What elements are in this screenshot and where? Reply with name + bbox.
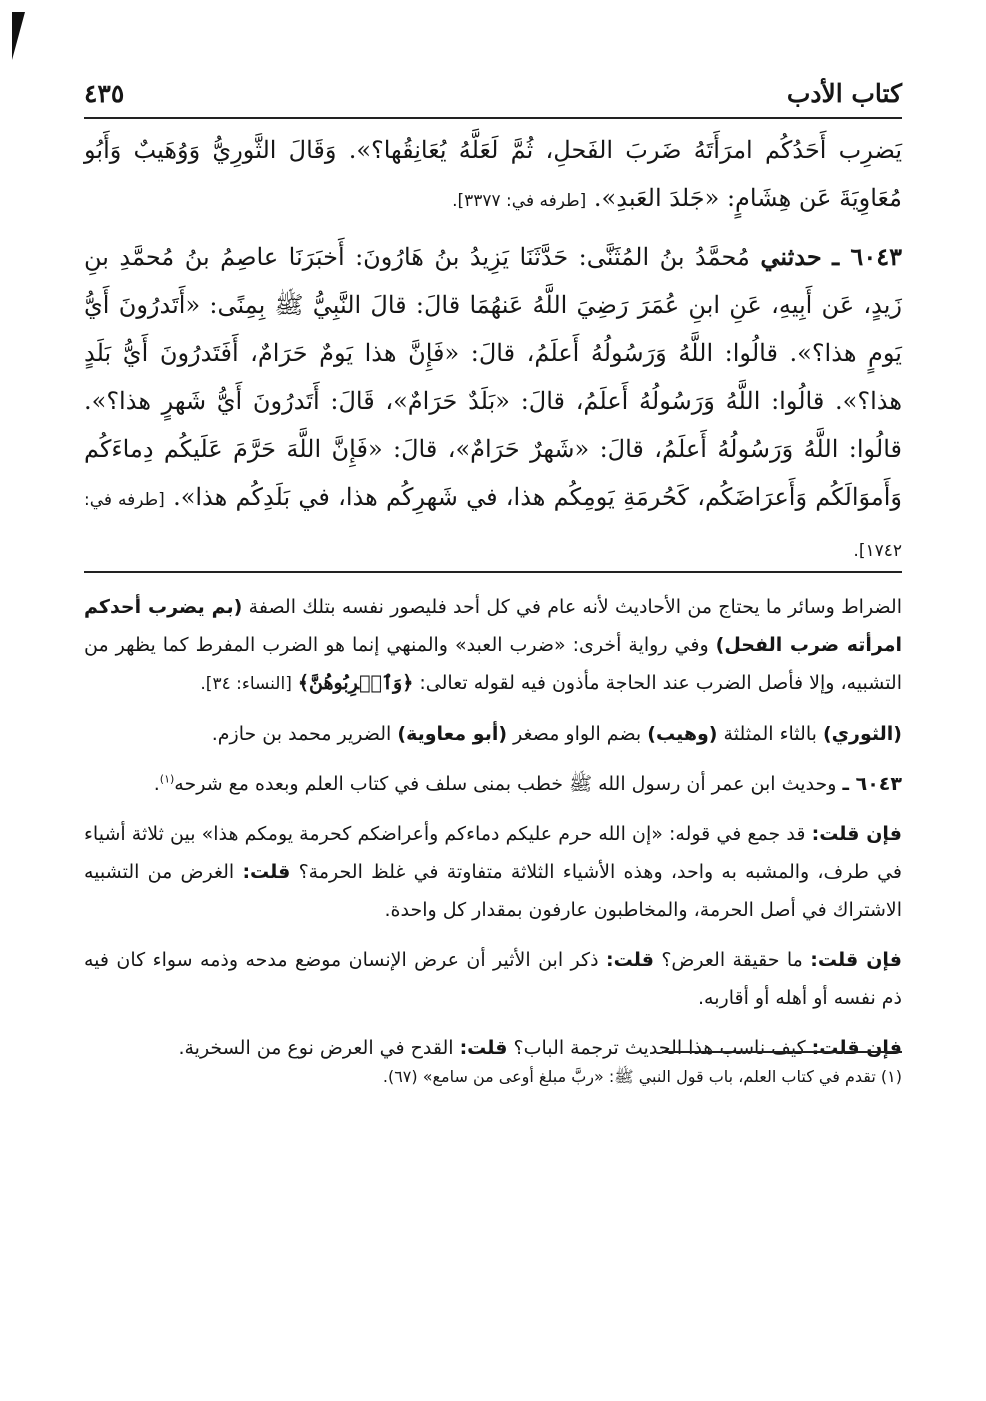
commentary-p1-c: وفي رواية أخرى: «ضرب العبد» والمنهي إنما هو الضرب المفرط كما يظهر من التشبيه، وإلا فأصل الضرب عند الحاجة مأذون فيه لقوله تعالى: (84, 634, 902, 694)
commentary-paragraph-3: ٦٠٤٣ ـ وحديث ابن عمر أن رسول الله ﷺ خطب بمنى سلف في كتاب العلم وبعده مع شرحه$^{(١)}$. (153, 772, 902, 795)
commentary-p6-a: فإن قلت: (811, 1037, 902, 1059)
commentary-p6-b: كيف ناسب هذا الحديث ترجمة الباب؟ (513, 1037, 806, 1059)
quran-verse: ﴿وَٱضۡرِبُوهُنَّ﴾ (297, 672, 414, 694)
commentary-p5-b: ما حقيقة العرض؟ (661, 949, 803, 971)
footnote-text: تقدم في كتاب العلم، باب قول النبي ﷺ: «ربَّ مبلغ أوعى من سامع» (٦٧). (382, 1067, 876, 1086)
commentary-paragraph-4 (84, 815, 902, 929)
quran-ref: [النساء: ٣٤]. (200, 674, 292, 694)
header-rule (84, 117, 902, 119)
hadith-p1-text: يَضرِب أَحَدُكُم امرَأَتَهُ ضَربَ الفَحلِ، ثُمَّ لَعَلَّهُ يُعَانِقُها؟». وَقَالَ الثَّورِيُّ وَوُهَيبٌ وَأَبُو مُعَاوِيَةَ عَن هِشَامٍ: «جَلدَ العَبدِ». (84, 136, 902, 212)
commentary-p2-a: (الثوري) (822, 723, 902, 745)
commentary-p3-text: وحديث ابن عمر أن رسول الله ﷺ خطب بمنى سلف في كتاب العلم وبعده مع شرحه (174, 773, 837, 795)
commentary-p2-e: (أبو معاوية) (397, 723, 508, 745)
hadith-paragraph-2 (84, 233, 902, 575)
commentary-p5-c: قلت: (605, 949, 654, 971)
commentary-p4-d: الغرض من التشبيه الاشتراك في أصل الحرمة، والمخاطبون عارفون بمقدار كل واحدة. (84, 861, 902, 921)
commentary-paragraph-2 (84, 715, 902, 753)
commentary-text (84, 588, 902, 1067)
footnote-marker: (١) (159, 772, 175, 786)
commentary-p2-f: الضرير محمد بن حازم. (211, 723, 392, 745)
commentary-p2-c: (وهيب) (647, 723, 718, 745)
footnote (84, 1064, 902, 1090)
hadith-p1-ref: [طرفه في: ٣٣٧٧]. (452, 191, 587, 211)
footnote-rule (662, 1051, 902, 1053)
commentary-p6-d: القدح في العرض نوع من السخرية. (178, 1037, 454, 1059)
footnote-number: (١) (880, 1067, 902, 1086)
scan-corner-mark (12, 12, 29, 60)
page-number: ٤٣٥ (84, 79, 125, 108)
commentary-p1-a: الضراط وسائر ما يحتاج من الأحاديث لأنه عام في كل أحد فليصور نفسه بتلك الصفة (248, 596, 902, 618)
commentary-p6-c: قلت: (459, 1037, 508, 1059)
commentary-paragraph-5 (84, 941, 902, 1017)
hadith-p2-text: مُحمَّدُ بنُ المُثَنَّى: حَدَّثَنَا يَزِيدُ بنُ هَارُونَ: أَخبَرَنَا عاصِمُ بنُ مُحمَّدِ بنِ زَيدٍ، عَن أَبِيهِ، عَنِ ابنِ عُمَرَ رَضِيَ اللَّهُ عَنهُمَا قالَ: قالَ النَّبِيُّ ﷺ بِمِنًى: «أَتَدرُونَ أَيُّ يَومٍ هذا؟». قالُوا: اللَّهُ وَرَسُولُهُ أَعلَمُ، قالَ: «فَإِنَّ هذا يَومٌ حَرَامٌ، أَفَتَدرُونَ أَيُّ بَلَدٍ هذا؟». قالُوا: اللَّهُ وَرَسُولُهُ أَعلَمُ، قالَ: «بَلَدٌ حَرَامٌ»، قَالَ: أَتَدرُونَ أَيُّ شَهرٍ هذا؟». قالُوا: اللَّهُ وَرَسُولُهُ أَعلَمُ، قالَ: «شَهرٌ حَرَامٌ»، قالَ: «فَإِنَّ اللَّهَ حَرَّمَ عَلَيكُم دِماءَكُم وَأَموَالَكُم وَأَعرَاضَكُم، كَحُرمَةِ يَومِكُم هذا، في شَهرِكُم هذا، في بَلَدِكُم هذا». (84, 243, 902, 511)
book-title: كتاب الأدب (786, 79, 902, 108)
commentary-p4-b: قد جمع في قوله: «إن الله حرم عليكم دماءكم وأعراضكم كحرمة يومكم هذا» بين ثلاثة أشياء في طرف، والمشبه به واحد، وهذه الأشياء الثلاثة متفاوتة في غلظ الحرمة؟ (84, 823, 902, 883)
commentary-hadith-number: ٦٠٤٣ ـ (842, 773, 902, 795)
commentary-p4-a: فإن قلت: (811, 823, 902, 845)
commentary-paragraph-1 (84, 588, 902, 703)
commentary-p1-b: (بم يضرب أحدكم امرأته ضرب الفحل) (84, 596, 902, 656)
hadith-text (84, 126, 902, 583)
commentary-p2-d: بضم الواو مصغر (513, 723, 642, 745)
section-divider (84, 571, 902, 573)
hadith-narration-word: حدثني (760, 242, 822, 271)
page-header (84, 74, 902, 114)
commentary-paragraph-6 (84, 1029, 902, 1067)
hadith-paragraph-1 (84, 126, 902, 225)
hadith-number: ٦٠٤٣ ـ (832, 242, 902, 271)
commentary-p5-d: ذكر ابن الأثير أن عرض الإنسان موضع مدحه وذمه سواء كان فيه ذم نفسه أو أهله أو أقاربه. (84, 949, 902, 1009)
commentary-p2-b: بالثاء المثلثة (723, 723, 817, 745)
commentary-p4-c: قلت: (242, 861, 291, 883)
commentary-p5-a: فإن قلت: (810, 949, 902, 971)
hadith-p2-ref: [طرفه في: ١٧٤٢]. (84, 490, 902, 561)
